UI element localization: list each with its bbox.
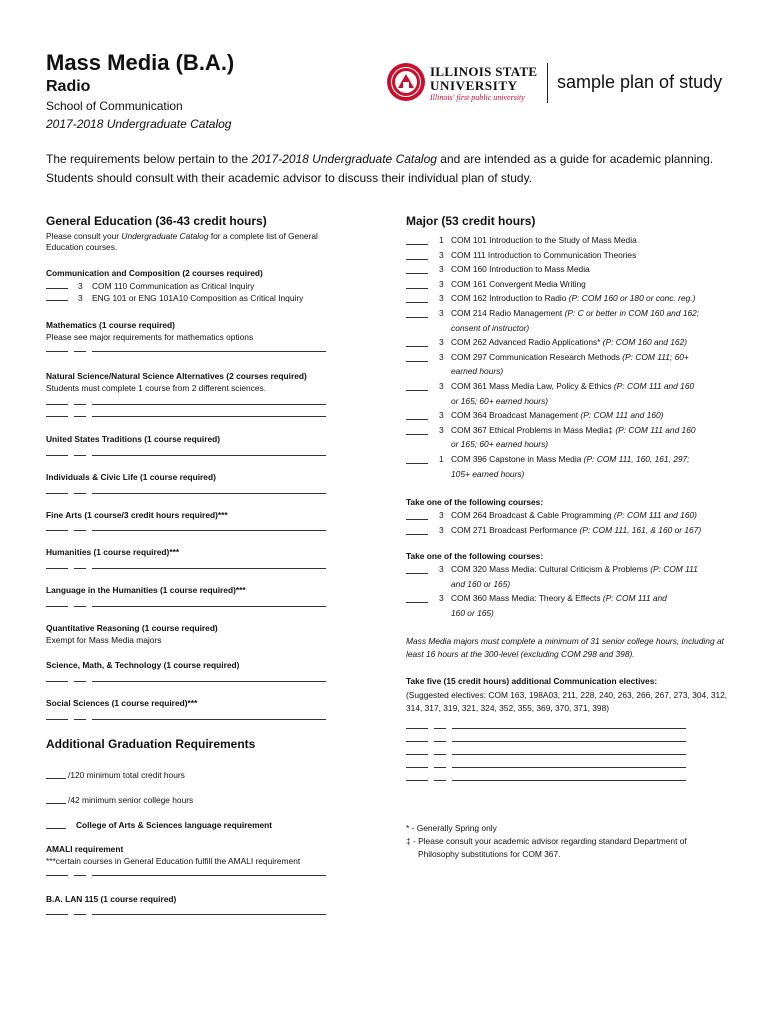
list-item: 3 COM 320 Mass Media: Cultural Criticism & Problems (P: COM 111 — [406, 562, 736, 577]
math-note: Please see major requirements for mathematics options — [46, 332, 254, 342]
humanities-heading: Humanities (1 course required)*** — [46, 547, 180, 557]
list-item: 3 COM 162 Introduction to Radio (P: COM 160 or 180 or conc. reg.) — [406, 291, 736, 306]
math-blank — [46, 342, 346, 353]
list-item-continuation: consent of instructor) — [451, 322, 530, 333]
senior-hours-note: Mass Media majors must complete a minimum of 31 senior college hours, including at least 16 hours at the 300-level (excluding COM 298 and 398). — [406, 635, 724, 659]
footnotes — [406, 822, 687, 861]
civic-life-heading: Individuals & Civic Life (1 course required) — [46, 472, 216, 482]
logo-divider — [547, 63, 548, 103]
smt-blank — [46, 672, 346, 683]
choice-1-list — [406, 508, 736, 537]
logo-line-2: UNIVERSITY — [430, 78, 518, 93]
major-course-list — [406, 233, 736, 481]
comm-course-list — [46, 280, 346, 304]
list-item-continuation: and 160 or 165) — [451, 578, 511, 589]
list-item-continuation: earned hours) — [451, 366, 504, 377]
list-item: 3 COM 160 Introduction to Mass Media — [406, 262, 736, 277]
us-traditions-blank — [46, 446, 346, 457]
page-title: Mass Media (B.A.) — [46, 50, 235, 75]
intro-text-1: The requirements below pertain to the — [46, 152, 252, 166]
list-item: 3 COM 264 Broadcast & Cable Programming (P: COM 111 and 160) — [406, 508, 736, 523]
list-item: 3 COM 360 Mass Media: Theory & Effects (P: COM 111 and — [406, 591, 736, 606]
intro-text-2: and are intended as a guide for academic planning. Students should consult with their academic advisor to discuss their individual plan of study. — [46, 152, 714, 185]
list-item: 3 COM 297 Communication Research Methods (P: COM 111; 60+ — [406, 350, 736, 365]
catalog-year: 2017-2018 Undergraduate Catalog — [46, 117, 232, 131]
intro-paragraph — [46, 150, 716, 188]
gen-ed-note: Please consult your Undergraduate Catalog for a complete list of General Education courses. — [46, 231, 318, 252]
list-item: 3 COM 214 Radio Management (P: C or better in COM 160 and 162; — [406, 306, 736, 321]
list-item: 3 COM 364 Broadcast Management (P: COM 111 and 160) — [406, 408, 736, 423]
footnote-1: * - Generally Spring only — [406, 823, 497, 833]
list-item: 1 COM 396 Capstone in Mass Media (P: COM 111, 160, 161, 297; — [406, 452, 736, 467]
amali-blank — [46, 866, 346, 877]
major-heading: Major (53 credit hours) — [406, 214, 536, 228]
logo-tagline: Illinois' first public university — [430, 93, 525, 102]
fine-arts-blank — [46, 521, 346, 532]
page-subtitle: Radio — [46, 78, 91, 95]
social-sci-blank — [46, 710, 346, 721]
lan-115-blank — [46, 905, 346, 916]
electives-blanks — [406, 719, 706, 784]
list-item: 3 COM 361 Mass Media Law, Policy & Ethics (P: COM 111 and 160 — [406, 379, 736, 394]
university-seal-icon — [386, 62, 426, 102]
social-sci-heading: Social Sciences (1 course required)*** — [46, 698, 198, 708]
list-item: 3 ENG 101 or ENG 101A10 Composition as Critical Inquiry — [46, 292, 346, 304]
additional-requirements-heading: Additional Graduation Requirements — [46, 737, 256, 751]
language-heading: Language in the Humanities (1 course required)*** — [46, 585, 246, 595]
nat-sci-blank-1 — [46, 395, 346, 406]
nat-sci-note: Students must complete 1 course from 2 different sciences. — [46, 383, 267, 393]
list-item: 3 COM 110 Communication as Critical Inquiry — [46, 280, 346, 292]
gen-ed-heading: General Education (36-43 credit hours) — [46, 214, 267, 228]
list-item: 3 COM 367 Ethical Problems in Mass Media‡ (P: COM 111 and 160 — [406, 423, 736, 438]
nat-sci-blank-2 — [46, 407, 346, 418]
plan-label: sample plan of study — [557, 72, 723, 92]
footnote-2-continued: Philosophy substitutions for COM 367. — [418, 849, 561, 859]
comm-heading: Communication and Composition (2 courses required) — [46, 268, 263, 278]
electives-note: (Suggested electives: COM 163, 198A03, 211, 228, 240, 263, 266, 267, 273, 304, 312, 314, 317, 319, 321, 324, 352, 355, 369, 370, 371, 398) — [406, 689, 728, 713]
total-credit-hours: /120 minimum total credit hours — [46, 769, 185, 780]
intro-catalog: 2017-2018 Undergraduate Catalog — [251, 152, 437, 166]
fine-arts-heading: Fine Arts (1 course/3 credit hours required)*** — [46, 510, 228, 520]
major-column — [406, 214, 736, 784]
choice-2-heading: Take one of the following courses: — [406, 551, 544, 562]
language-requirement: College of Arts & Sciences language requirement — [46, 819, 272, 830]
amali-heading: AMALI requirement — [46, 844, 124, 854]
quant-note: Exempt for Mass Media majors — [46, 635, 162, 645]
nat-sci-heading: Natural Science/Natural Science Alternatives (2 courses required) — [46, 371, 307, 381]
lan-115-heading: B.A. LAN 115 (1 course required) — [46, 894, 177, 904]
us-traditions-heading: United States Traditions (1 course required) — [46, 434, 221, 444]
list-item-continuation: 105+ earned hours) — [451, 468, 525, 479]
list-item: 3 COM 161 Convergent Media Writing — [406, 277, 736, 292]
smt-heading: Science, Math, & Technology (1 course required) — [46, 660, 240, 670]
math-heading: Mathematics (1 course required) — [46, 320, 175, 330]
choice-1-heading: Take one of the following courses: — [406, 497, 544, 508]
electives-heading: Take five (15 credit hours) additional Communication electives: — [406, 675, 658, 686]
logo-line-1: ILLINOIS STATE — [430, 64, 538, 79]
list-item: 3 COM 271 Broadcast Performance (P: COM 111, 161, & 160 or 167) — [406, 523, 736, 538]
university-logo — [386, 62, 546, 108]
quant-heading: Quantitative Reasoning (1 course required) — [46, 623, 218, 633]
choice-2-list — [406, 562, 736, 620]
humanities-blank — [46, 559, 346, 570]
list-item-continuation: 160 or 165) — [451, 608, 494, 619]
gen-ed-column — [46, 214, 346, 914]
list-item-continuation: or 165; 60+ earned hours) — [451, 439, 549, 450]
language-blank — [46, 597, 346, 608]
footnote-2: ‡ - Please consult your academic advisor regarding standard Department of — [406, 836, 687, 846]
civic-life-blank — [46, 484, 346, 495]
senior-college-hours: /42 minimum senior college hours — [46, 794, 193, 805]
list-item: 3 COM 262 Advanced Radio Applications* (P: COM 160 and 162) — [406, 335, 736, 350]
amali-note: ***certain courses in General Education fulfill the AMALI requirement — [46, 856, 301, 866]
list-item: 1 COM 101 Introduction to the Study of Mass Media — [406, 233, 736, 248]
list-item-continuation: or 165; 60+ earned hours) — [451, 395, 549, 406]
school-name: School of Communication — [46, 99, 183, 113]
list-item: 3 COM 111 Introduction to Communication Theories — [406, 248, 736, 263]
